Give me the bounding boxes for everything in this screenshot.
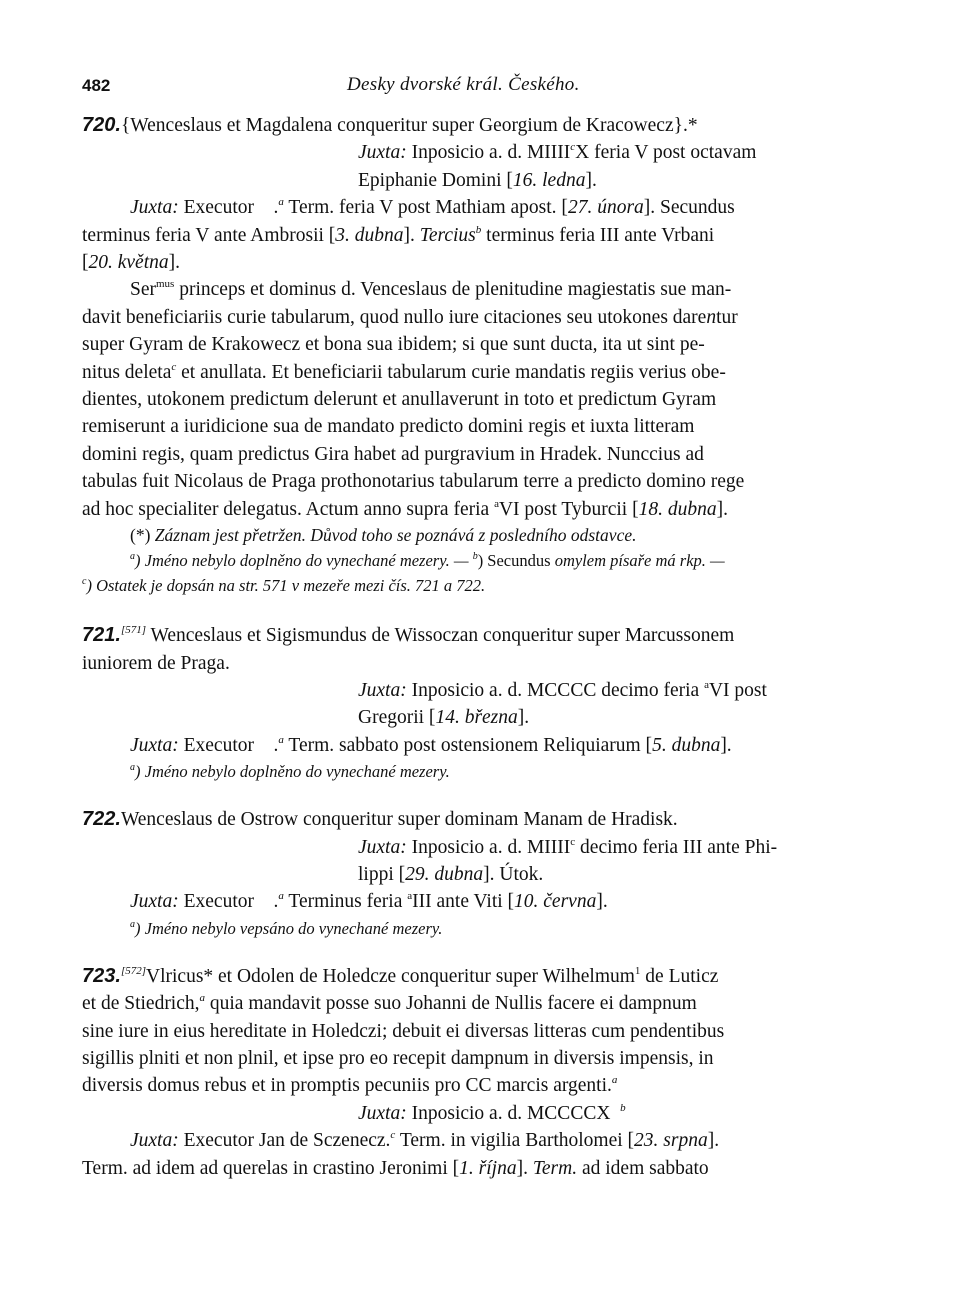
executor-line: Juxta: Executor .$^a$ Term. sabbato post ostensionem Reliquiarum [5. dubna]. [130,733,732,756]
executor-line: Juxta: Executor .$^a$ Terminus feria $^a$III ante Viti [10. června]. [130,890,608,913]
entry-number: 723. [82,964,121,987]
juxta-line: Juxta: Inposicio a. d. MCCCC decimo feria $^a$VI post [358,678,767,701]
footnote-c: $^c$) Ostatek je dopsán na str. 571 v mezeře mezi čís. 721 a 722. [82,576,486,596]
footnote-a: $^a$) Jméno nebylo doplněno do vynechané mezery. [130,762,450,782]
text-line: diversis domus rebus et in promptis pecuniis pro CC marcis argenti.$^a$ [82,1074,618,1097]
entry-723 [82,963,884,1182]
executor-line: Juxta: Executor .$^a$ Term. feria V post Mathiam apost. [27. února]. Secundus [130,196,735,219]
juxta-line: Juxta: Inposicio a. d. MCCCCX $^b$ [358,1101,626,1124]
juxta-line-2: lippi [29. dubna]. Útok. [358,863,544,885]
entry-title: {Wenceslaus et Magdalena conqueritur super Georgium de Kracowecz}.* [120,115,698,136]
entry-721-heading: 721.[571] Wenceslaus et Sigismundus de Wissoczan conqueritur super Marcussonem [82,624,735,647]
page-number: 482 [82,76,111,95]
text-line: davit beneficiariis curie tabularum, quod nullo iure citaciones seu utokones darentur [82,306,738,328]
text-line: dientes, utokonem predictum delerunt et anullaverunt in toto et predictum Gyram [82,389,717,411]
text-line: tabulas fuit Nicolaus de Praga prothonotarius tabularum terre a predicto domino rege [82,471,745,493]
text-line: super Gyram de Krakowecz et bona sua ibidem; si que sunt ducta, ita ut sint pe- [82,334,705,356]
entry-722 [82,806,884,941]
juxta-line: Juxta: Inposicio a. d. MIIII$^c$ decimo feria III ante Phi- [358,835,778,858]
entry-720 [82,112,884,598]
juxta-line-2: Epiphanie Domini [16. ledna]. [358,169,597,191]
entry-722-heading: 722.Wenceslaus de Ostrow conqueritur super dominam Manam de Hradisk. [82,808,678,831]
running-title: Desky dvorské král. Českého. [347,74,580,95]
text-line: Term. ad idem ad querelas in crastino Jeronimi [1. října]. Term. ad idem sabbato [82,1157,709,1179]
text-line: sine iure in eius hereditate in Holedczi; debuit ei diversas litteras cum pendentibus [82,1020,725,1042]
text-line: ad hoc specialiter delegatus. Actum anno supra feria $^a$VI post Tyburcii [18. dubna]. [82,497,728,520]
page [82,70,884,1182]
text-line: sigillis plniti et non plnil, et ipse pro eo recepit dampnum in diversis impensis, in [82,1047,714,1069]
entry-number: 721. [82,624,121,647]
page-ref: [571] [120,624,146,637]
entry-number: 720. [82,114,121,136]
entry-721 [82,622,884,784]
text-line: et de Stiedrich,$^a$ quia mandavit posse suo Johanni de Nullis facere ei dampnum [82,992,697,1015]
text-line: terminus feria V ante Ambrosii [3. dubna]. Tercius$^b$ terminus feria III ante Vrbani [82,223,715,246]
text-line: Ser$^{mus}$ princeps et dominus d. Venceslaus de plenitudine magiestatis sue man- [130,278,732,301]
juxta-line-2: Gregorii [14. března]. [358,707,530,729]
text-line: nitus deleta$^c$ et anullata. Et beneficiarii tabularum curie mandatis regiis verius obe- [82,360,726,383]
text-line: remiserunt a iuridicione sua de mandato predicto domini regis et iuxta litteram [82,416,695,438]
text-line: domini regis, quam predictus Gira habet ad purgravium in Hradek. Nunccius ad [82,443,704,465]
footnote-star: (*) Záznam jest přetržen. Důvod toho se poznává z posledního odstavce. [130,525,637,546]
footnote-a-b: $^a$) Jméno nebylo doplněno do vynechané mezery. — $^b$) Secundus omylem písaře má rkp. — [130,551,725,571]
entry-723-heading: 723.[572]Vlricus* et Odolen de Holedcze conqueritur super Wilhelmum$^1$ de Luticz [82,964,719,987]
page-header [82,70,884,102]
executor-line: Juxta: Executor Jan de Sczenecz.$^c$ Term. in vigilia Bartholomei [23. srpna]. [130,1129,720,1152]
juxta-line: Juxta: Inposicio a. d. MIIII$^c$X feria V post octavam [358,141,757,164]
text-line: iuniorem de Praga. [82,652,230,674]
entry-number: 722. [82,808,121,831]
text-line: [20. května]. [82,252,181,274]
page-ref: [572] [120,964,146,977]
entry-720-heading [82,112,884,139]
footnote-a: $^a$) Jméno nebylo vepsáno do vynechané mezery. [130,918,443,938]
